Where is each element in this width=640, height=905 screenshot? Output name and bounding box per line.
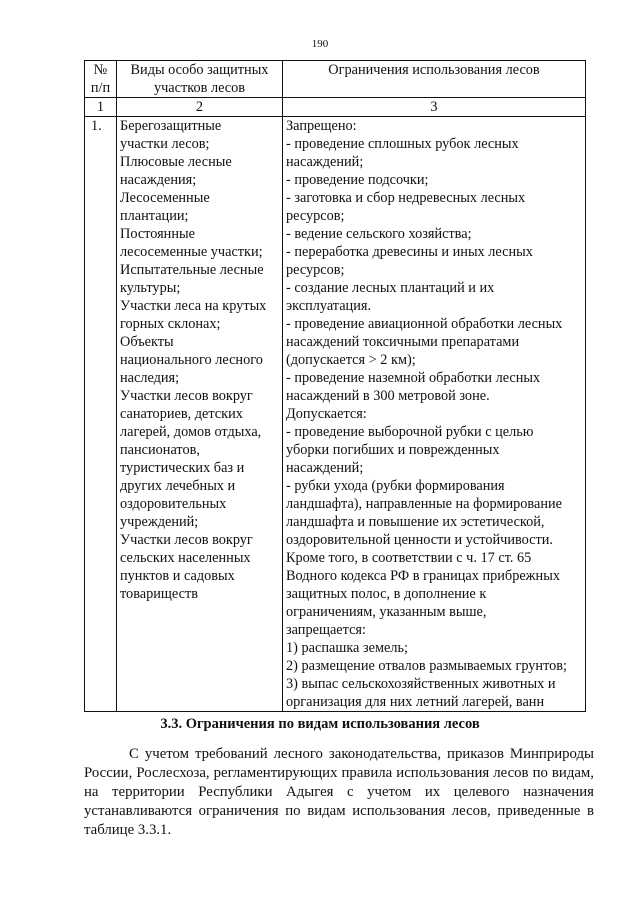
restriction-line: 1) распашка земель; [286, 640, 408, 656]
restriction-line: - ведение сельского хозяйства; [286, 226, 472, 242]
restriction-line: насаждений токсичными препаратами [286, 334, 520, 350]
area-type-line: насаждения; [120, 172, 197, 188]
protected-area-types [117, 117, 283, 712]
restriction-line: - проведение наземной обработки лесных [286, 370, 541, 386]
restriction-line: оздоровительной ценности и устойчивости. [286, 532, 553, 548]
restriction-line: насаждений в 300 метровой зоне. [286, 388, 490, 404]
area-type-line: Берегозащитные [120, 118, 222, 134]
column-index: 3 [283, 98, 586, 117]
page-number: 190 [311, 38, 329, 50]
area-type-line: оздоровительных [120, 496, 227, 512]
area-type-line: горных склонах; [120, 316, 221, 332]
restriction-line: насаждений; [286, 154, 364, 170]
section-heading: 3.3. Ограничения по видам использования лесов [160, 716, 480, 732]
restriction-line: - проведение сплошных рубок лесных [286, 136, 519, 152]
area-type-line: Постоянные [120, 226, 195, 242]
area-type-line: сельских населенных [120, 550, 251, 566]
restriction-line: ресурсов; [286, 262, 345, 278]
restriction-line: защитных полос, в дополнение к [286, 586, 487, 602]
restrictions-table [84, 60, 586, 712]
header-types: Виды особо защитных участков лесов [117, 61, 283, 98]
restriction-line: - рубки ухода (рубки формирования [286, 478, 505, 494]
area-type-line: Плюсовые лесные [120, 154, 232, 170]
restriction-line: - заготовка и сбор недревесных лесных [286, 190, 526, 206]
restriction-line: - проведение выборочной рубки с целью [286, 424, 534, 440]
restriction-line: насаждений; [286, 460, 364, 476]
restriction-line: 3) выпас сельскохозяйственных животных и [286, 676, 556, 692]
area-type-line: туристических баз и [120, 460, 245, 476]
header-restrictions: Ограничения использования лесов [283, 61, 586, 98]
restriction-line: запрещается: [286, 622, 366, 638]
area-type-line: Участки лесов вокруг [120, 532, 253, 548]
restriction-line: Кроме того, в соответствии с ч. 17 ст. 65 [286, 550, 532, 566]
restriction-line: ограничениям, указанным выше, [286, 604, 487, 620]
table-row [85, 117, 586, 712]
area-type-line: лагерей, домов отдыха, [120, 424, 262, 440]
restriction-line: (допускается > 2 км); [286, 352, 416, 368]
area-type-line: культуры; [120, 280, 181, 296]
restriction-line: организация для них летний лагерей, ванн [286, 694, 545, 710]
column-index: 1 [85, 98, 117, 117]
area-type-line: плантации; [120, 208, 189, 224]
column-index-row [85, 98, 586, 117]
header-number: № п/п [85, 61, 117, 98]
restriction-line: - создание лесных плантаций и их [286, 280, 495, 296]
restriction-line: - проведение подсочки; [286, 172, 429, 188]
area-type-line: пансионатов, [120, 442, 200, 458]
restrictions-text [283, 117, 586, 712]
area-type-line: других лечебных и [120, 478, 236, 494]
restriction-line: - проведение авиационной обработки лесных [286, 316, 563, 332]
column-index: 2 [117, 98, 283, 117]
area-type-line: Участки леса на крутых [120, 298, 267, 314]
restriction-line: уборки погибших и поврежденных [286, 442, 500, 458]
restriction-line: Запрещено: [286, 118, 357, 134]
area-type-line: товариществ [120, 586, 198, 602]
restriction-line: Допускается: [286, 406, 367, 422]
restriction-line: Водного кодекса РФ в границах прибрежных [286, 568, 560, 584]
area-type-line: Лесосеменные [120, 190, 210, 206]
area-type-line: учреждений; [120, 514, 199, 530]
area-type-line: санаториев, детских [120, 406, 243, 422]
table-header-row [85, 61, 586, 98]
row-number: 1. [85, 117, 117, 712]
area-type-line: Испытательные лесные [120, 262, 264, 278]
restriction-line: эксплуатация. [286, 298, 372, 314]
restriction-line: 2) размещение отвалов размываемых грунтов; [286, 658, 568, 674]
body-paragraph: С учетом требований лесного законодательства, приказов Минприроды России, Рослесхоза, регламентирующих правила использования лесов по видам, на территории Республики Адыгея с учетом их целевого назначения устанавливаются ограничения по видам использования лесов, приведенные в таблице 3.3.1. [84, 746, 594, 838]
restriction-line: ландшафта), направленные на формирование [286, 496, 562, 512]
area-type-line: национального лесного [120, 352, 263, 368]
restriction-line: ресурсов; [286, 208, 345, 224]
area-type-line: участки лесов; [120, 136, 210, 152]
restriction-line: ландшафта и повышение их эстетической, [286, 514, 545, 530]
area-type-line: Объекты [120, 334, 174, 350]
area-type-line: лесосеменные участки; [120, 244, 263, 260]
area-type-line: Участки лесов вокруг [120, 388, 253, 404]
restriction-line: - переработка древесины и иных лесных [286, 244, 533, 260]
area-type-line: наследия; [120, 370, 180, 386]
area-type-line: пунктов и садовых [120, 568, 235, 584]
